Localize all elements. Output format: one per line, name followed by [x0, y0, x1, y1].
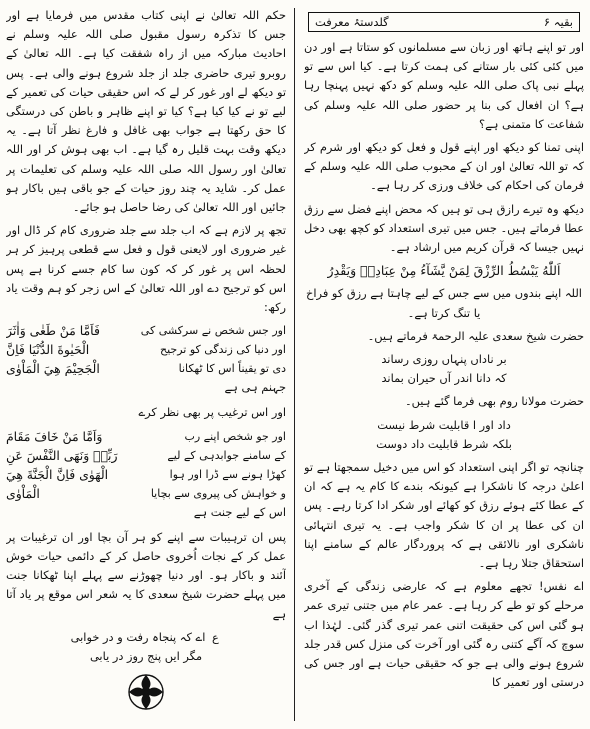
verse-row	[6, 321, 286, 340]
verse-tail: جہنم ہی ہے	[224, 380, 286, 395]
couplet-line: بر ناداں پنہاں روزی رساند	[381, 352, 507, 367]
left-column	[6, 6, 286, 723]
paragraph: چنانچہ تو اگر اپنی استعداد کو اس میں دخیل سمجھتا ہے تو اعلیٰ درجہ کا ناشکرا ہے کیونکہ بندے کا کام یہ ہے کہ ان کے عطا کئے ہوئے رزق کو کھائے اور شکر ادا کرتا رہے۔ پس ان کی عطا پر ان کا شکر واجب ہے۔ یہ تیری انتہائی ناشکری اور نالائقی ہے کہ پروردگار عالم کے سامنے اپنا استحقاق جتلا رہا ہے۔	[304, 460, 584, 571]
couplet-line: مگر ایں پنج روز در یابی	[89, 649, 203, 664]
couplet-line: اے کہ پنجاہ رفت و در خوابی	[70, 629, 206, 644]
verse-translation: دی تو یقیناً اس کا ٹھکانا	[178, 362, 286, 376]
couplet-line: بلکہ شرط قابلیت داد دوست	[376, 436, 512, 451]
paragraph: دیکھ وہ تیرے رازق ہی تو ہیں کہ محض اپنے فضل سے رزق عطا فرماتے ہیں۔ جس میں تیری استعداد کو کچھ بھی دخل نہیں جیسا کہ قرآن کریم میں ارشاد ہے۔	[304, 201, 584, 255]
saadi-couplet-closing: ع اے کہ پنجاہ رفت و در خوابی مگر ایں پنج روز در یابی	[6, 628, 286, 666]
quran-verse: الْحَيٰوةَ الدُّنْيَا فَاِنَّ	[6, 342, 90, 358]
paragraph: اور اس ترغیب پر بھی نظر کرے	[138, 405, 286, 420]
verse-row	[6, 484, 286, 503]
header-title: گلدستۂ معرفت	[315, 15, 389, 29]
verse-row	[6, 446, 286, 465]
verse-translation: اور جو شخص اپنے رب	[184, 429, 286, 443]
quran-verse: الْمَاْوٰى	[6, 485, 40, 501]
verse-row	[6, 427, 286, 446]
verse-translation: کے سامنے جوابدہی کے لیے	[167, 448, 286, 462]
paragraph: اور تو اپنے ہاتھ اور زبان سے مسلمانوں کو ستاتا ہے اور دن میں کئی کئی بار ستانے کی ہمت کرتا ہے۔ کیا اس سے تو پہلے نبی پاک صلی اللہ علیہ وسلم کو دکھ نہیں پہنچا رہا ہے؟ ان افعال کی بنا پر حضور صلی اللہ علیہ وسلم کی شفاعت کا متمنی ہے؟	[304, 40, 584, 131]
verse-row	[6, 340, 286, 359]
column-divider	[294, 8, 295, 721]
verse-block-encouragement	[6, 427, 286, 522]
verse-translation: اور دنیا کی زندگی کو ترجیح	[159, 343, 286, 357]
quote-intro: حضرت شیخ سعدی علیہ الرحمۃ فرماتے ہیں۔	[367, 328, 584, 343]
quran-verse: الْجَحِيْمَ هِيَ الْمَاْوٰى	[6, 361, 100, 377]
header-number: ۶	[543, 15, 551, 29]
verse-translation: اور جس شخص نے سرکشی کی	[140, 324, 286, 338]
quote-intro: حضرت مولانا روم بھی فرما گئے ہیں۔	[404, 394, 584, 409]
rumi-couplet	[304, 416, 584, 454]
verse-block-warning	[6, 321, 286, 397]
paragraph: حکم اللہ تعالیٰ نے اپنی کتاب مقدس میں فرمایا ہے اور جس کا تذکرہ رسول مقبول صلی اللہ علیہ وسلم نے احادیث مبارکہ میں از راہ شفقت کیا ہے۔ اللہ تعالیٰ کے روبرو تیری حاضری جلد از جلد شروع ہونے والی ہے۔ پس تو دیکھ لے اور غور کر لے کہ اس حقیقی حیات کی تعمیر کے لیے تو نے کیا کیا ہے؟ کیا تو اپنے ظاہر و باطن کی درستگی کا حق رکھتا ہے جواب بھی غافل و فارغ نظر آتا ہے۔ یہ دیکھ وقت بہت قلیل رہ گیا ہے۔ اب بھی ہوش کر اور اللہ تعالیٰ اور رسول اللہ صلی اللہ علیہ وسلم کی تعلیمات پر عمل کر۔ شاید یہ چند روز حیات کے جو باقی ہیں باکار ہو جائیں اور اللہ تعالیٰ کی رضا حاصل ہو جائے۔	[6, 8, 286, 215]
verse-translation: کھڑا ہونے سے ڈرا اور ہوا	[169, 467, 286, 481]
continuation-header	[308, 12, 580, 32]
paragraph: اے نفس! تجھے معلوم ہے کہ عارضی زندگی کے آخری مرحلے کو تو طے کر رہا ہے۔ عمر عام میں جتنی تیری عمر ہو گئی اس کی حقیقت اتنی عمر تیری گذر گئی۔ لہٰذا اب سوچ کہ آگے کتنی رہ گئی اور آخرت کی منزل کس قدر جلد شروع ہونے والی ہے جو کہ حقیقی حیات ہے اور جس کی درستی اور تعمیر کا	[304, 579, 584, 690]
verse-row	[6, 359, 286, 378]
header-label: بقیہ	[553, 15, 573, 29]
floral-ornament-icon	[126, 672, 166, 712]
verse-tail: اس کے لیے جنت ہے	[193, 504, 286, 519]
verse-translation: اللہ اپنے بندوں میں سے جس کے لیے چاہتا ہے رزق کو فراخ یا تنگ کرتا ہے۔	[306, 286, 582, 320]
couplet-line: کہ دانا اندر آں حیران بماند	[381, 371, 507, 386]
paragraph: پس ان ترہیبات سے اپنے کو ہر آن بچا اور ان ترغیبات پر عمل کر کے نجات اُخروی حاصل کر کے دائمی حیات خوش آئند و باکار ہو۔ اور دنیا چھوڑنے سے پہلے اپنا ٹھکانا جنت میں پہلے حضرت شیخ سعدی کا یہ شعر اس موقع پر یاد آتا ہے	[6, 529, 286, 621]
couplet-line: داد اور ا قابلیت شرط نیست	[377, 417, 511, 432]
verse-row	[6, 465, 286, 484]
saadi-couplet	[304, 350, 584, 388]
quran-verse: رَبِّهٖ وَنَهَى النَّفْسَ عَنِ	[6, 447, 118, 463]
paragraph: تجھ پر لازم ہے کہ اب جلد سے جلد ضروری کام کر ڈال اور غیر ضروری اور لایعنی قول و فعل سے قطعی پرہیز کر ہر لحظہ اس پر غور کر کہ کون سا کام جسے کرنا ہے پس اس کو ترجیح دے اور اللہ تعالیٰ کے اس زجر کو ہم وقت یاد رکھ:	[6, 223, 286, 315]
paragraph: اپنی تمنا کو دیکھ اور اپنے قول و فعل کو دیکھ اور شرم کر کہ تو اللہ تعالیٰ اور ان کے محبوب صلی اللہ علیہ وسلم کے فرمان کی احکام کی خلاف ورزی کر رہا ہے۔	[304, 140, 584, 193]
verse-translation: و خواہش کی پیروی سے بچایا	[150, 486, 286, 500]
quran-verse: وَاَمَّا مَنْ خَافَ مَقَامَ	[6, 428, 103, 444]
quran-verse: الْهَوٰى فَاِنَّ الْجَنَّةَ هِيَ	[6, 466, 109, 482]
quran-verse: اَللّٰهُ يَبْسُطُ الرِّزْقَ لِمَنْ يَّشَآءُ مِنْ عِبَادِهٖ وَيَقْدِرُ	[327, 263, 561, 279]
right-column	[304, 6, 584, 723]
quran-verse: فَاَمَّا مَنْ طَغٰى وَاٰثَرَ	[6, 323, 100, 339]
